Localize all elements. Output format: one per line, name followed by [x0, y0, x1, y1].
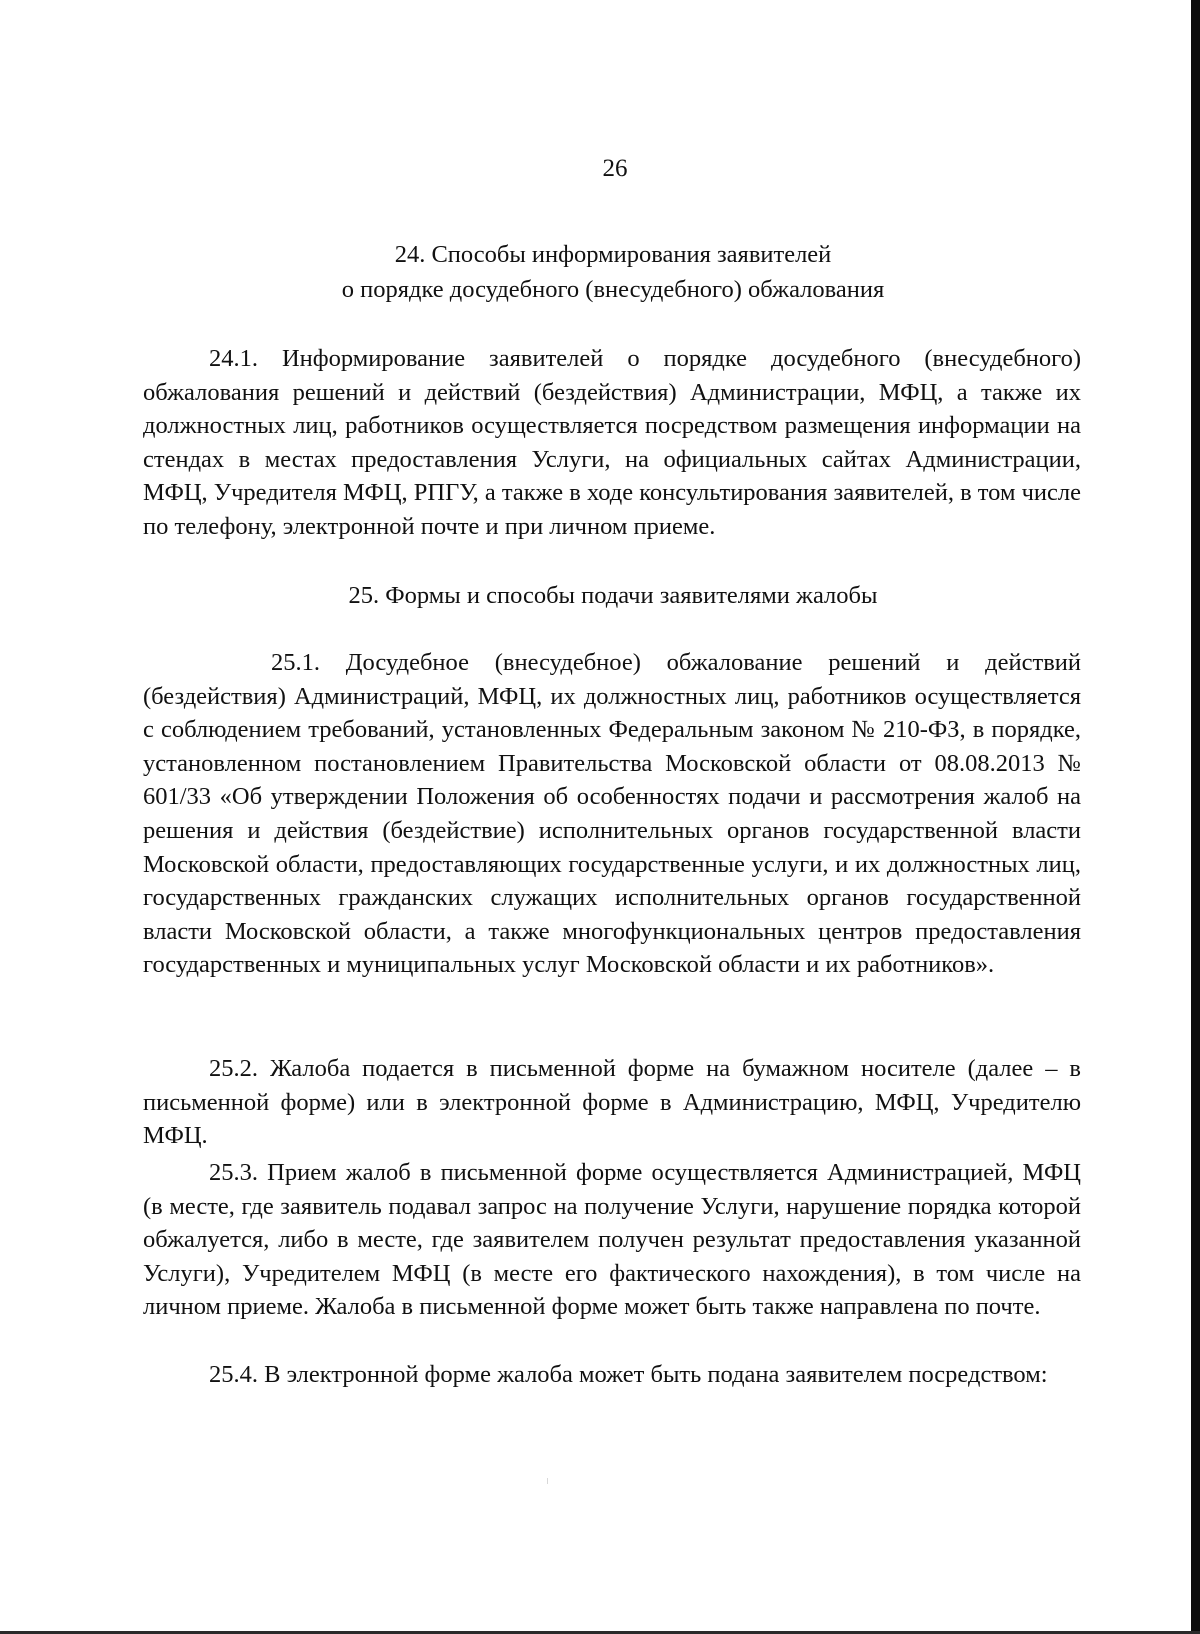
scan-speck — [547, 1478, 548, 1484]
paragraph-25-4: 25.4. В электронной форме жалоба может быть подана заявителем посредством: — [209, 1361, 1048, 1388]
section-24-heading-line1: 24. Способы информирования заявителей — [394, 241, 832, 268]
scan-edge-right — [1191, 0, 1200, 1634]
paragraph-24-1: 24.1. Информирование заявителей о порядке досудебного (внесудебного) обжалования решений и действий (бездействия) Администрации, МФЦ, а также их должностных лиц, работников осуществляется посредством размещения информации на стендах в местах предоставления Услуги, на официальных сайтах Администрации, МФЦ, Учредителя МФЦ, РПГУ, а также в ходе консультирования заявителей, в том числе по телефону, электронной почте и при личном приеме. — [143, 345, 1081, 540]
section-25-heading: 25. Формы и способы подачи заявителями жалобы — [348, 582, 878, 609]
page-number: 26 — [602, 155, 628, 182]
paragraph-25-3: 25.3. Прием жалоб в письменной форме осуществляется Администрацией, МФЦ (в месте, где заявитель подавал запрос на получение Услуги, нарушение порядка которой обжалуется, либо в месте, где заявителем получен результат предоставления указанной Услуги), Учредителем МФЦ (в месте его фактического нахождения), в том числе на личном приеме. Жалоба в письменной форме может быть также направлена по почте. — [143, 1159, 1081, 1321]
paragraph-25-1: 25.1. Досудебное (внесудебное) обжалование решений и действий (бездействия) Администраций, МФЦ, их должностных лиц, работников осуществляется с соблюдением требований, установленных Федеральным законом № 210-ФЗ, в порядке, установленном постановлением Правительства Московской области от 08.08.2013 № 601/33 «Об утверждении Положения об особенностях подачи и рассмотрения жалоб на решения и действия (бездействие) исполнительных органов государственной власти Московской области, предоставляющих государственные услуги, и их должностных лиц, государственных гражданских служащих исполнительных органов государственной власти Московской области, а также многофункциональных центров предоставления государственных и муниципальных услуг Московской области и их работников». — [143, 649, 1081, 979]
section-24-heading — [143, 237, 1083, 307]
paragraph-25-2: 25.2. Жалоба подается в письменной форме на бумажном носителе (далее – в письменной форме) или в электронной форме в Администрацию, МФЦ, Учредителю МФЦ. — [143, 1055, 1081, 1150]
section-24-heading-line2: о порядке досудебного (внесудебного) обжалования — [341, 276, 885, 303]
